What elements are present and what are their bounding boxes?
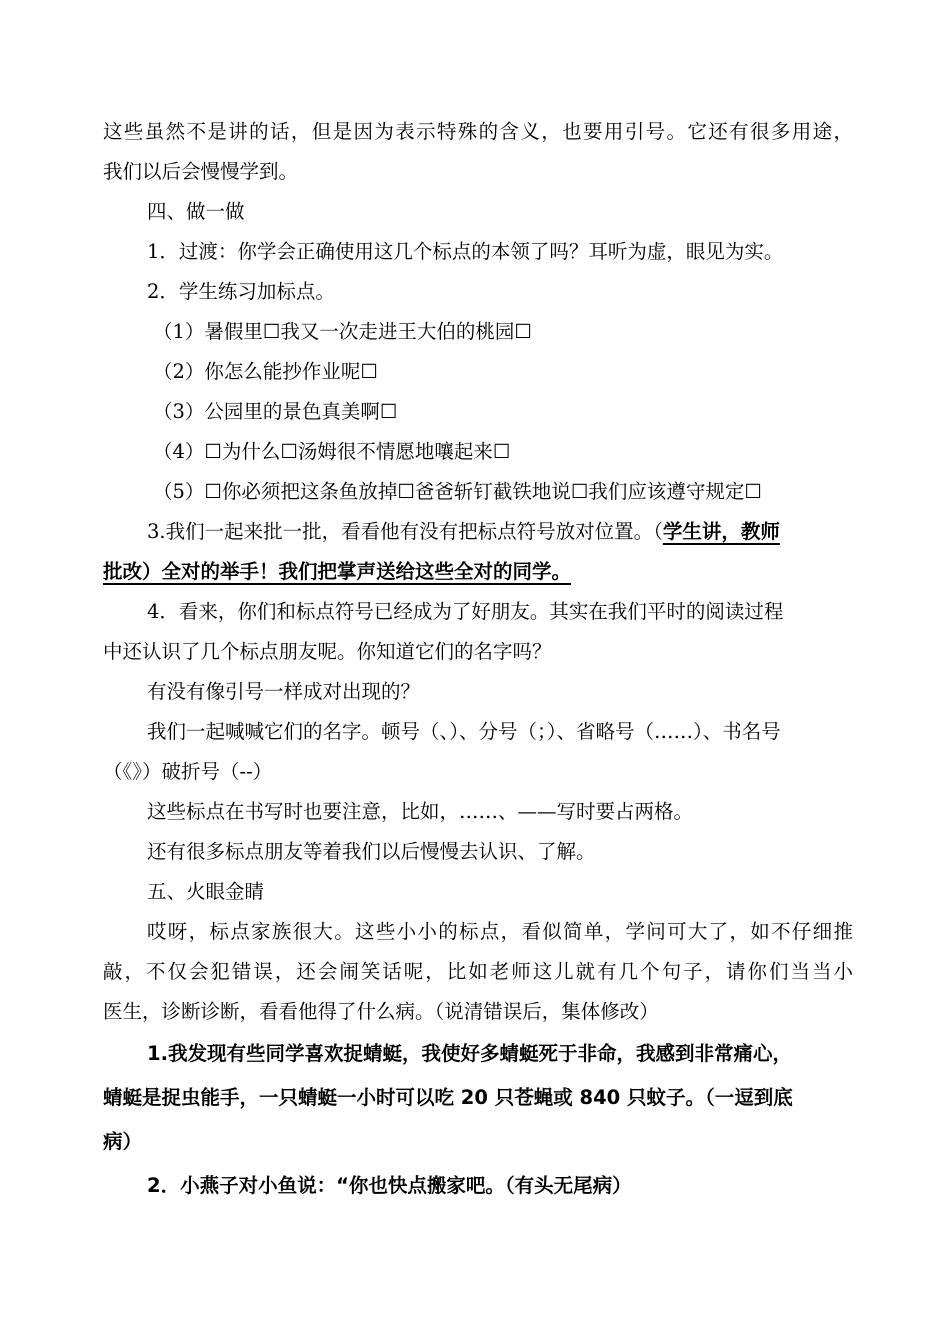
bold-example: 2．小燕子对小鱼说：“你也快点搬家吧。（有头无尾病）	[147, 1174, 632, 1197]
bold-example: 1.我发现有些同学喜欢捉蜻蜓，我使好多蜻蜓死于非命，我感到非常痛心，	[147, 1042, 792, 1065]
paragraph-line	[103, 552, 853, 592]
paragraph-line: 我们一起喊喊它们的名字。顿号（、）、分号（；）、省略号（……）、书名号	[147, 720, 781, 743]
paragraph-line: 医生，诊断诊断，看看他得了什么病。（说清错误后，集体修改）	[103, 1000, 659, 1023]
paragraph-line: 有没有像引号一样成对出现的？	[147, 680, 421, 703]
exercise-item: （1）暑假里☐我又一次走进王大伯的桃园☐	[153, 320, 532, 343]
document-page	[103, 112, 853, 1208]
text-segment: 3.我们一起来批一批，看看他有没有把标点符号放对位置。（	[147, 520, 663, 543]
bold-example: 蜻蜓是捉虫能手，一只蜻蜓一小时可以吃 20 只苍蝇或 840 只蚊子。（一逗到底	[103, 1086, 793, 1109]
paragraph-line: 1．过渡：你学会正确使用这几个标点的本领了吗？耳听为虚，眼见为实。	[147, 240, 784, 263]
paragraph-line: 这些标点在书写时也要注意，比如，……、——写时要占两格。	[147, 800, 694, 823]
paragraph-line: 2．学生练习加标点。	[147, 280, 335, 303]
paragraph-line: 中还认识了几个标点朋友呢。你知道它们的名字吗？	[103, 640, 552, 663]
section-heading: 五、火眼金睛	[147, 880, 265, 903]
exercise-item: （2）你怎么能抄作业呢☐	[153, 360, 378, 383]
paragraph-line	[103, 512, 853, 552]
paragraph-line: 我们以后会慢慢学到。	[103, 160, 299, 183]
section-heading: 四、做一做	[147, 200, 245, 223]
paragraph-line: 4．看来，你们和标点符号已经成为了好朋友。其实在我们平时的阅读过程	[147, 600, 784, 623]
paragraph-line: 这些虽然不是讲的话，但是因为表示特殊的含义，也要用引号。它还有很多用途，	[103, 120, 853, 143]
exercise-item: （4）☐为什么☐汤姆很不情愿地嚷起来☐	[153, 440, 511, 463]
bold-example: 病）	[103, 1130, 143, 1153]
emphasis-text: 批改）全对的举手！我们把掌声送给这些全对的同学。	[103, 560, 572, 583]
paragraph-line: （《》）破折号（--）	[103, 760, 273, 783]
exercise-item: （5）☐你必须把这条鱼放掉☐爸爸斩钉截铁地说☐我们应该遵守规定☐	[153, 480, 762, 503]
paragraph-line: 还有很多标点朋友等着我们以后慢慢去认识、了解。	[147, 840, 596, 863]
emphasis-text: 学生讲，教师	[662, 520, 780, 543]
paragraph-line: 敲，不仅会犯错误，还会闹笑话呢，比如老师这儿就有几个句子，请你们当当小	[103, 960, 853, 983]
paragraph-line: 哎呀，标点家族很大。这些小小的标点，看似简单，学问可大了，如不仔细推	[147, 920, 853, 943]
exercise-item: （3）公园里的景色真美啊☐	[153, 400, 398, 423]
